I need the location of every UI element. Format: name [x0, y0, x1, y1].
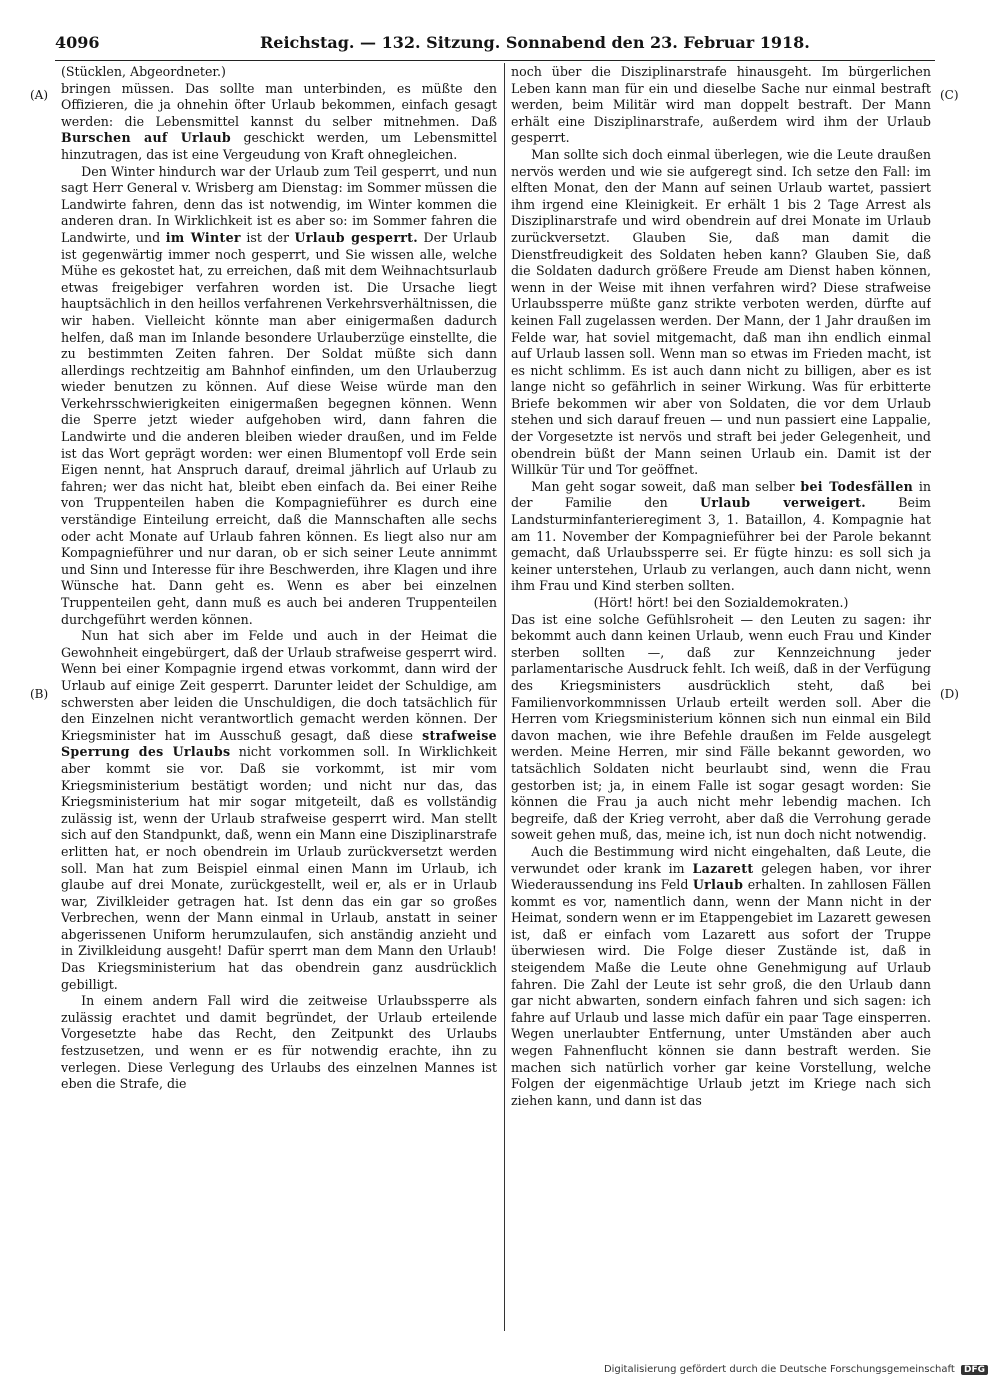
credit-text: Digitalisierung gefördert durch die Deutsche Forschungsgemeinschaft — [603, 1364, 955, 1375]
speaker-attribution: (Stücklen, Abgeordneter.) — [61, 64, 226, 79]
emphasis: Urlaub — [692, 877, 744, 893]
paragraph: Nun hat sich aber im Felde und auch in der Heimat die Gewohnheit eingebürgert, daß der Urlaub strafweise gesperrt wird. Wenn bei einer Kompagnie irgend etwas vorkommt, dann wird der Urlaub auf einige Zeit gesperrt. Darunter leidet der Schuldige, am schwersten aber leiden die Unschuldigen, die doch tatsächlich für den Einzelnen nicht verantwortlich gemacht werden können. Der Kriegsminister hat im Ausschuß gesagt, daß diese strafweise Sperrung des Urlaubs nicht vorkommen soll. In Wirklichkeit aber kommt sie vor. Daß sie vorkommt, ist mir vom Kriegsministerium bestätigt worden; und nicht nur das, das Kriegsministerium hat mir sogar mitgeteilt, daß es vollständig zulässig ist, wenn der Urlaub strafweise gesperrt wird. Man stellt sich auf den Standpunkt, daß, wenn ein Mann eine Disziplinarstrafe erlitten hat, er noch obendrein im Urlaub zurückversetzt werden soll. Man hat zum Beispiel einmal einen Mann im Urlaub, ich glaube auf drei Monate, zurückgestellt, weil er, als er in Urlaub war, Zivilkleider getragen hat. Ist denn das ein gar so großes Verbrechen, wenn der Mann einmal in Urlaub, anstatt in seiner abgerissenen Uniform herumzulaufen, sich anständig anzieht und in Zivilkleidung ausgeht! Dafür sperrt man dem Mann den Urlaub! Das Kriegsministerium hat das obendrein ganz ausdrücklich gebilligt. — [61, 628, 497, 992]
paragraph: Man sollte sich doch einmal überlegen, wie die Leute draußen nervös werden und wie sie aufgeregt sind. Ich setze den Fall: im elften Monat, den der Mann auf seinen Urlaub wartet, passiert ihm irgend eine Kleinigkeit. Er erhält 1 bis 2 Tage Arrest als Disziplinarstrafe und wird obendrein auf drei Monate im Urlaub zurückversetzt. Glauben Sie, daß man damit die Dienstfreudigkeit des Soldaten heben kann? Glauben Sie, daß die Soldaten dadurch größere Freude am Dienst haben können, wenn in der Weise mit ihnen verfahren wird? Diese strafweise Urlaubssperre müßte ganz strikte verboten werden, dürfte auf keinen Fall zugelassen werden. Der Mann, der 1 Jahr draußen im Felde war, hat soviel mitgemacht, daß man ihn endlich einmal auf Urlaub lassen soll. Wenn man so etwas im Frieden macht, ist es nicht schlimm. Es ist auch dann nicht zu billigen, aber es ist lange nicht so gefährlich in seiner Wirkung. Was für erbitterte Briefe bekommen wir aber von Soldaten, die vor dem Urlaub stehen und sich darauf freuen — und nun passiert eine Lappalie, der Vorgesetzte ist nervös und straft bei jeder Gelegenheit, und obendrein büßt der Mann seinen Urlaub ein. Damit ist der Willkür Tür und Tor geöffnet. — [511, 146, 931, 478]
margin-mark-d: (D) — [940, 687, 959, 701]
header-rule — [55, 60, 935, 61]
emphasis: Lazarett — [692, 860, 754, 876]
left-column — [61, 64, 497, 1332]
paragraph: Man geht sogar soweit, daß man selber bei Todesfällen in der Familie den Urlaub verweigert. Beim Landsturminfanterieregiment 3, 1. Bataillon, 4. Kompagnie hat am 11. November der Kompagnieführer bei der Parole bekannt gemacht, daß Urlaubssperre sei. Er fügte hinzu: es soll sich ja keiner unterstehen, Urlaub zu verlangen, auch dann nicht, wenn ihm Frau und Kind sterben sollten. — [511, 478, 931, 594]
emphasis: Urlaub verweigert. — [700, 495, 866, 511]
emphasis: strafweise Sperrung des Urlaubs — [61, 727, 497, 760]
paragraph: Den Winter hindurch war der Urlaub zum Teil gesperrt, und nun sagt Herr General v. Wrisberg am Dienstag: im Sommer müssen die Landwirte fahren, denn das ist notwendig, im Winter kommen die anderen dran. In Wirklichkeit ist es aber so: im Sommer fahren die Landwirte, und im Winter ist der Urlaub gesperrt. Der Urlaub ist gegenwärtig immer noch gesperrt, und Sie wissen alle, welche Mühe es gekostet hat, zu erreichen, daß mit dem Weihnachtsurlaub etwas freigebiger verfahren worden ist. Die Ursache liegt hauptsächlich in den heillos verfahrenen Verkehrsverhältnissen, die wir haben. Vielleicht könnte man aber einigermaßen dadurch helfen, daß man im Inlande besondere Urlauberzüge einstellte, die zu bestimmten Zeiten fahren. Der Soldat müßte sich dann allerdings rechtzeitig am Bahnhof einfinden, um den Urlauberzug wieder benutzen zu können. Auf diese Weise würde man den Verkehrsschwierigkeiten einigermaßen begegnen können. Wenn die Sperre jetzt wieder aufgehoben wird, dann fahren die Landwirte und die anderen bleiben wieder draußen, und im Felde ist das Wort geprägt worden: wer einen Blumentopf voll Erde sein Eigen nennt, hat Anspruch darauf, dreimal jährlich auf Urlaub zu fahren; wer das nicht hat, bleibt eben einfach da. Bei einer Reihe von Truppenteilen haben die Kompagnieführer es durch eine verständige Einteilung erreicht, daß die Mannschaften alle sechs oder acht Monate auf Urlaub fahren können. Es liegt also nur am Kompagnieführer und nur daran, ob er sich seiner Leute annimmt und Sinn und Interesse für ihre Beschwerden, ihre Klagen und ihre Wünsche hat. Dann geht es. Wenn es aber bei einzelnen Truppenteilen geht, dann muß es auch bei anderen Truppenteilen durchgeführt werden können. — [61, 163, 497, 627]
margin-mark-b: (B) — [30, 687, 49, 701]
emphasis: bei Todesfällen — [800, 478, 914, 494]
digitization-credit — [604, 1364, 988, 1375]
paragraph: Auch die Bestimmung wird nicht eingehalten, daß Leute, die verwundet oder krank im Lazarett gelegen haben, vor ihrer Wiederaussendung ins Feld Urlaub erhalten. In zahllosen Fällen kommt es vor, namentlich dann, wenn der Mann nicht in der Heimat, sondern wenn er im Etappengebiet im Lazarett gewesen ist, daß er einfach vom Lazarett aus sofort der Truppe überwiesen wird. Die Folge dieser Zustände ist, daß in steigendem Maße die Leute ohne Genehmigung auf Urlaub fahren. Die Zahl der Leute ist sehr groß, die den Urlaub dann gar nicht abwarten, sondern einfach fahren und sich sagen: ich fahre auf Urlaub und lasse mich dafür ein paar Tage einsperren. Wegen unerlaubter Entfernung, unter Umständen aber auch wegen Fahnenflucht können sie dann bestraft werden. Sie machen sich natürlich vorher gar keine Vorstellung, welche Folgen der eigenmächtige Urlaub jetzt im Kriege nach sich ziehen kann, und dann ist das — [511, 843, 931, 1108]
emphasis: Burschen auf Urlaub — [61, 130, 232, 146]
margin-mark-a: (A) — [30, 88, 49, 102]
paragraph: bringen müssen. Das sollte man unterbinden, es müßte den Offizieren, die ja ohnehin öfter Urlaub bekommen, einfach gesagt werden: die Lebensmittel kannst du selber mitnehmen. Daß Burschen auf Urlaub geschickt werden, um Lebensmittel hinzutragen, das ist eine Vergeudung von Kraft ohnegleichen. — [61, 80, 497, 162]
dfg-logo: DFG — [961, 1365, 988, 1375]
page-header — [55, 33, 935, 57]
emphasis: im Winter — [165, 229, 241, 245]
column-divider — [504, 63, 505, 1331]
margin-mark-c: (C) — [940, 88, 959, 102]
page-number: 4096 — [55, 33, 100, 52]
paragraph: noch über die Disziplinarstrafe hinausgeht. Im bürgerlichen Leben kann man für ein und dieselbe Sache nur einmal bestraft werden, beim Militär wird man doppelt bestraft. Der Mann erhält eine Disziplinarstrafe, außerdem wird ihm der Urlaub gesperrt. — [511, 64, 931, 146]
emphasis: Urlaub gesperrt. — [294, 229, 418, 245]
right-column — [511, 64, 931, 1332]
paragraph: In einem andern Fall wird die zeitweise Urlaubssperre als zulässig erachtet und damit begründet, der Urlaub erteilende Vorgesetzte habe das Recht, den Zeitpunkt des Urlaubs festzusetzen, und wenn er es für notwendig erachte, ihn zu verlegen. Diese Verlegung des Urlaubs des einzelnen Mannes ist eben die Strafe, die — [61, 993, 497, 1092]
interjection: (Hört! hört! bei den Sozialdemokraten.) — [593, 595, 849, 610]
running-head: Reichstag. — 132. Sitzung. Sonnabend den 23. Februar 1918. — [260, 33, 810, 52]
paragraph: Das ist eine solche Gefühlsroheit — den Leuten zu sagen: ihr bekommt auch dann keinen Urlaub, wenn euch Frau und Kinder sterben sollten —, daß zur Kennzeichnung jeder parlamentarische Ausdruck fehlt. Ich weiß, daß in der Verfügung des Kriegsministers ausdrücklich steht, daß bei Familienvorkommnissen Urlaub erteilt werden soll. Aber die Herren vom Kriegsministerium können sich nun einmal ein Bild davon machen, wie ihre Befehle draußen im Felde ausgelegt werden. Meine Herren, mir sind Fälle bekannt geworden, wo tatsächlich Soldaten nicht beurlaubt sind, wenn die Frau gestorben ist; ja, in einem Falle ist sogar gesagt worden: Sie können die Frau ja auch nicht mehr lebendig machen. Ich begreife, daß der Krieg verroht, aber daß die Verrohung gerade soweit gehen muß, das, meine ich, ist nun doch nicht notwendig. — [511, 611, 931, 843]
